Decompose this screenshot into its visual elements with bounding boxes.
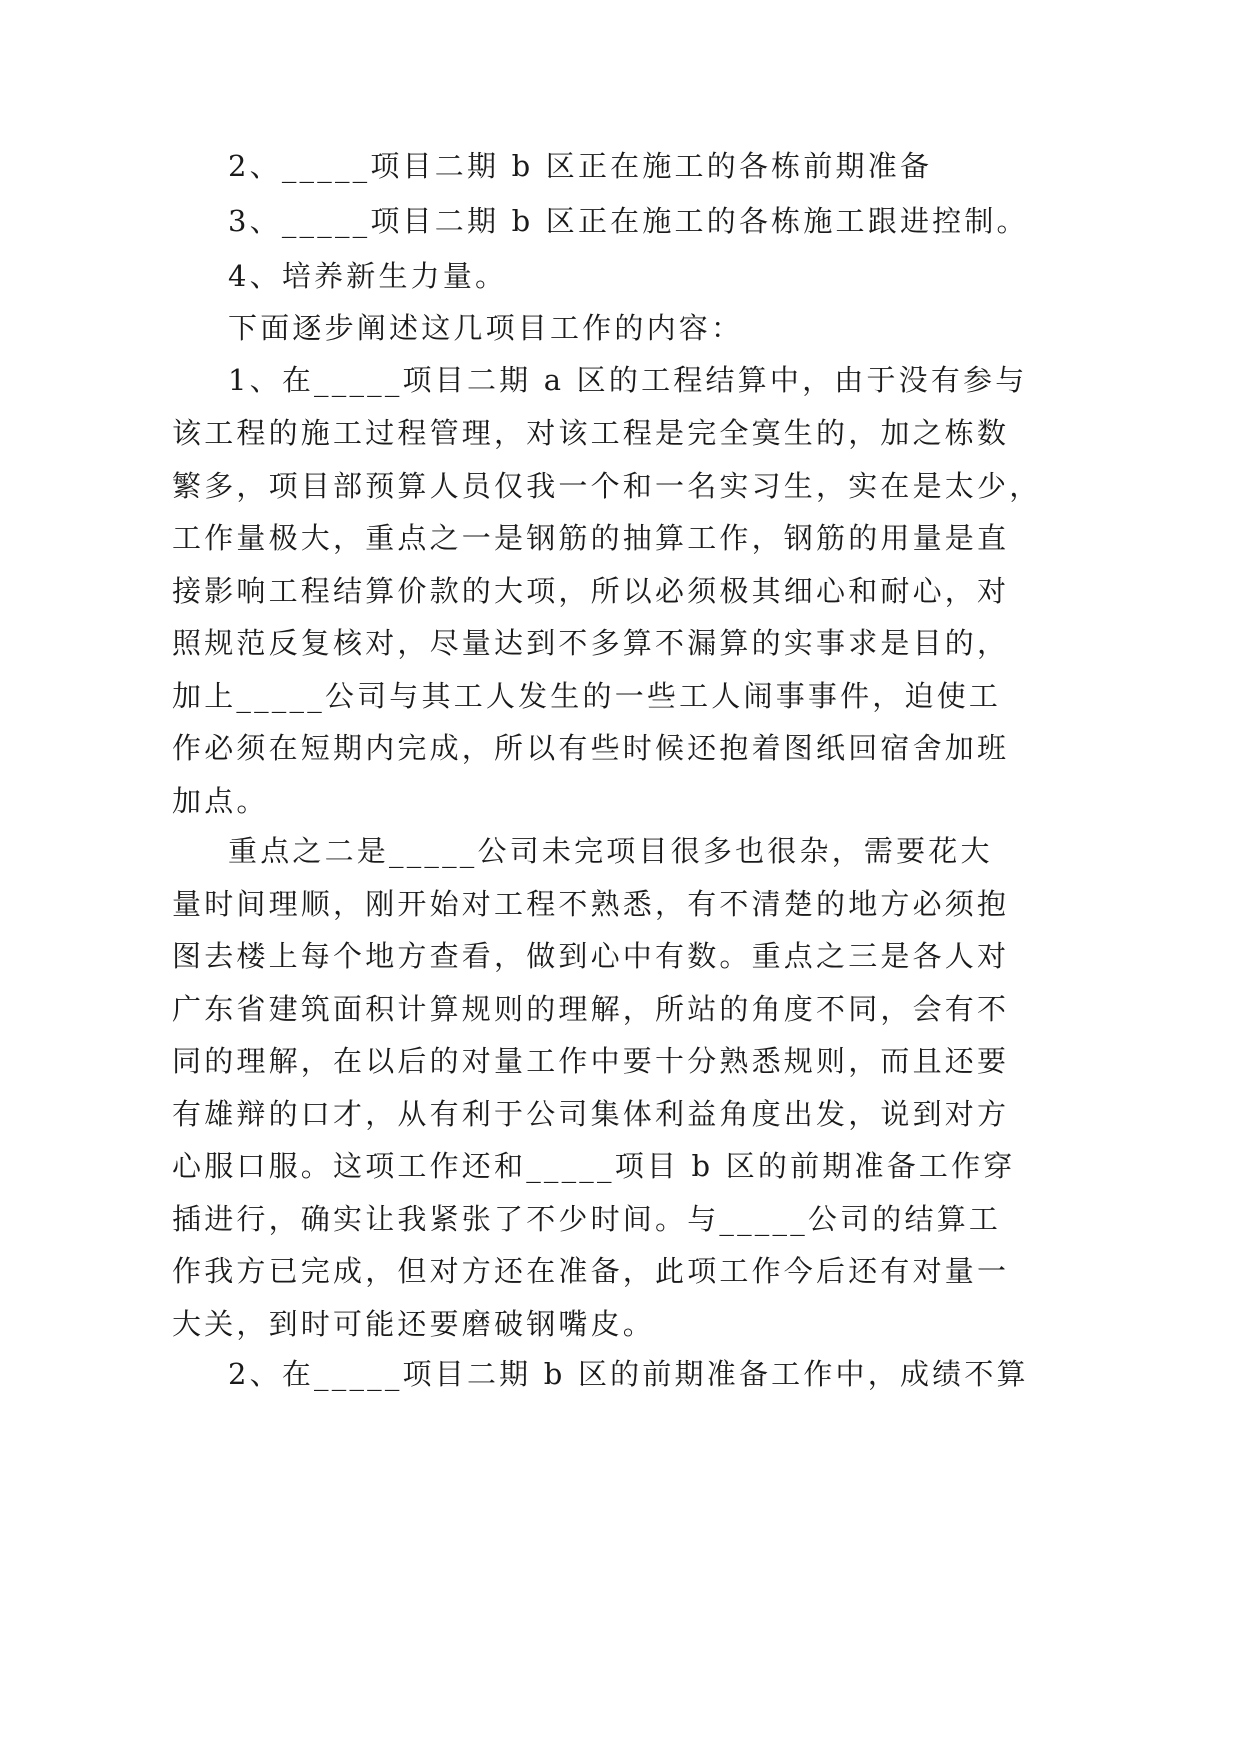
- paragraph-line-7: 繁多，项目部预算人员仅我一个和一名实习生，实在是太少，: [172, 469, 1042, 503]
- paragraph-line-11: 加上_____公司与其工人发生的一些工人闹事事件，迫使工: [172, 679, 1002, 713]
- paragraph-line-9: 接影响工程结算价款的大项，所以必须极其细心和耐心，对: [172, 574, 1010, 608]
- paragraph-line-21: 插进行，确实让我紧张了不少时间。与_____公司的结算工: [172, 1202, 1002, 1236]
- paragraph-line-13: 加点。: [172, 784, 269, 818]
- paragraph-line-23: 大关，到时可能还要磨破钢嘴皮。: [172, 1307, 656, 1341]
- paragraph-line-1: 2、_____项目二期 b 区正在施工的各栋前期准备: [228, 149, 933, 183]
- paragraph-line-24: 2、在_____项目二期 b 区的前期准备工作中，成绩不算: [228, 1357, 1029, 1391]
- paragraph-line-12: 作必须在短期内完成，所以有些时候还抱着图纸回宿舍加班: [172, 731, 1010, 765]
- paragraph-line-22: 作我方已完成，但对方还在准备，此项工作今后还有对量一: [172, 1254, 1010, 1288]
- paragraph-line-4: 下面逐步阐述这几项目工作的内容：: [228, 311, 744, 345]
- paragraph-line-19: 有雄辩的口才，从有利于公司集体利益角度出发，说到对方: [172, 1097, 1010, 1131]
- paragraph-line-6: 该工程的施工过程管理，对该工程是完全寞生的，加之栋数: [172, 416, 1010, 450]
- paragraph-line-16: 图去楼上每个地方查看，做到心中有数。重点之三是各人对: [172, 939, 1010, 973]
- paragraph-line-15: 量时间理顺，刚开始对工程不熟悉，有不清楚的地方必须抱: [172, 887, 1010, 921]
- paragraph-line-3: 4、培养新生力量。: [228, 259, 508, 293]
- paragraph-line-5: 1、在_____项目二期 a 区的工程结算中，由于没有参与: [228, 363, 1028, 397]
- paragraph-line-17: 广东省建筑面积计算规则的理解，所站的角度不同，会有不: [172, 992, 1010, 1026]
- paragraph-line-14: 重点之二是_____公司未完项目很多也很杂，需要花大: [228, 834, 993, 868]
- paragraph-line-8: 工作量极大，重点之一是钢筋的抽算工作，钢筋的用量是直: [172, 521, 1010, 555]
- paragraph-line-20: 心服口服。这项工作还和_____项目 b 区的前期准备工作穿: [172, 1149, 1016, 1183]
- paragraph-line-2: 3、_____项目二期 b 区正在施工的各栋施工跟进控制。: [228, 204, 1029, 238]
- paragraph-line-18: 同的理解，在以后的对量工作中要十分熟悉规则，而且还要: [172, 1044, 1010, 1078]
- paragraph-line-10: 照规范反复核对，尽量达到不多算不漏算的实事求是目的，: [172, 626, 1010, 660]
